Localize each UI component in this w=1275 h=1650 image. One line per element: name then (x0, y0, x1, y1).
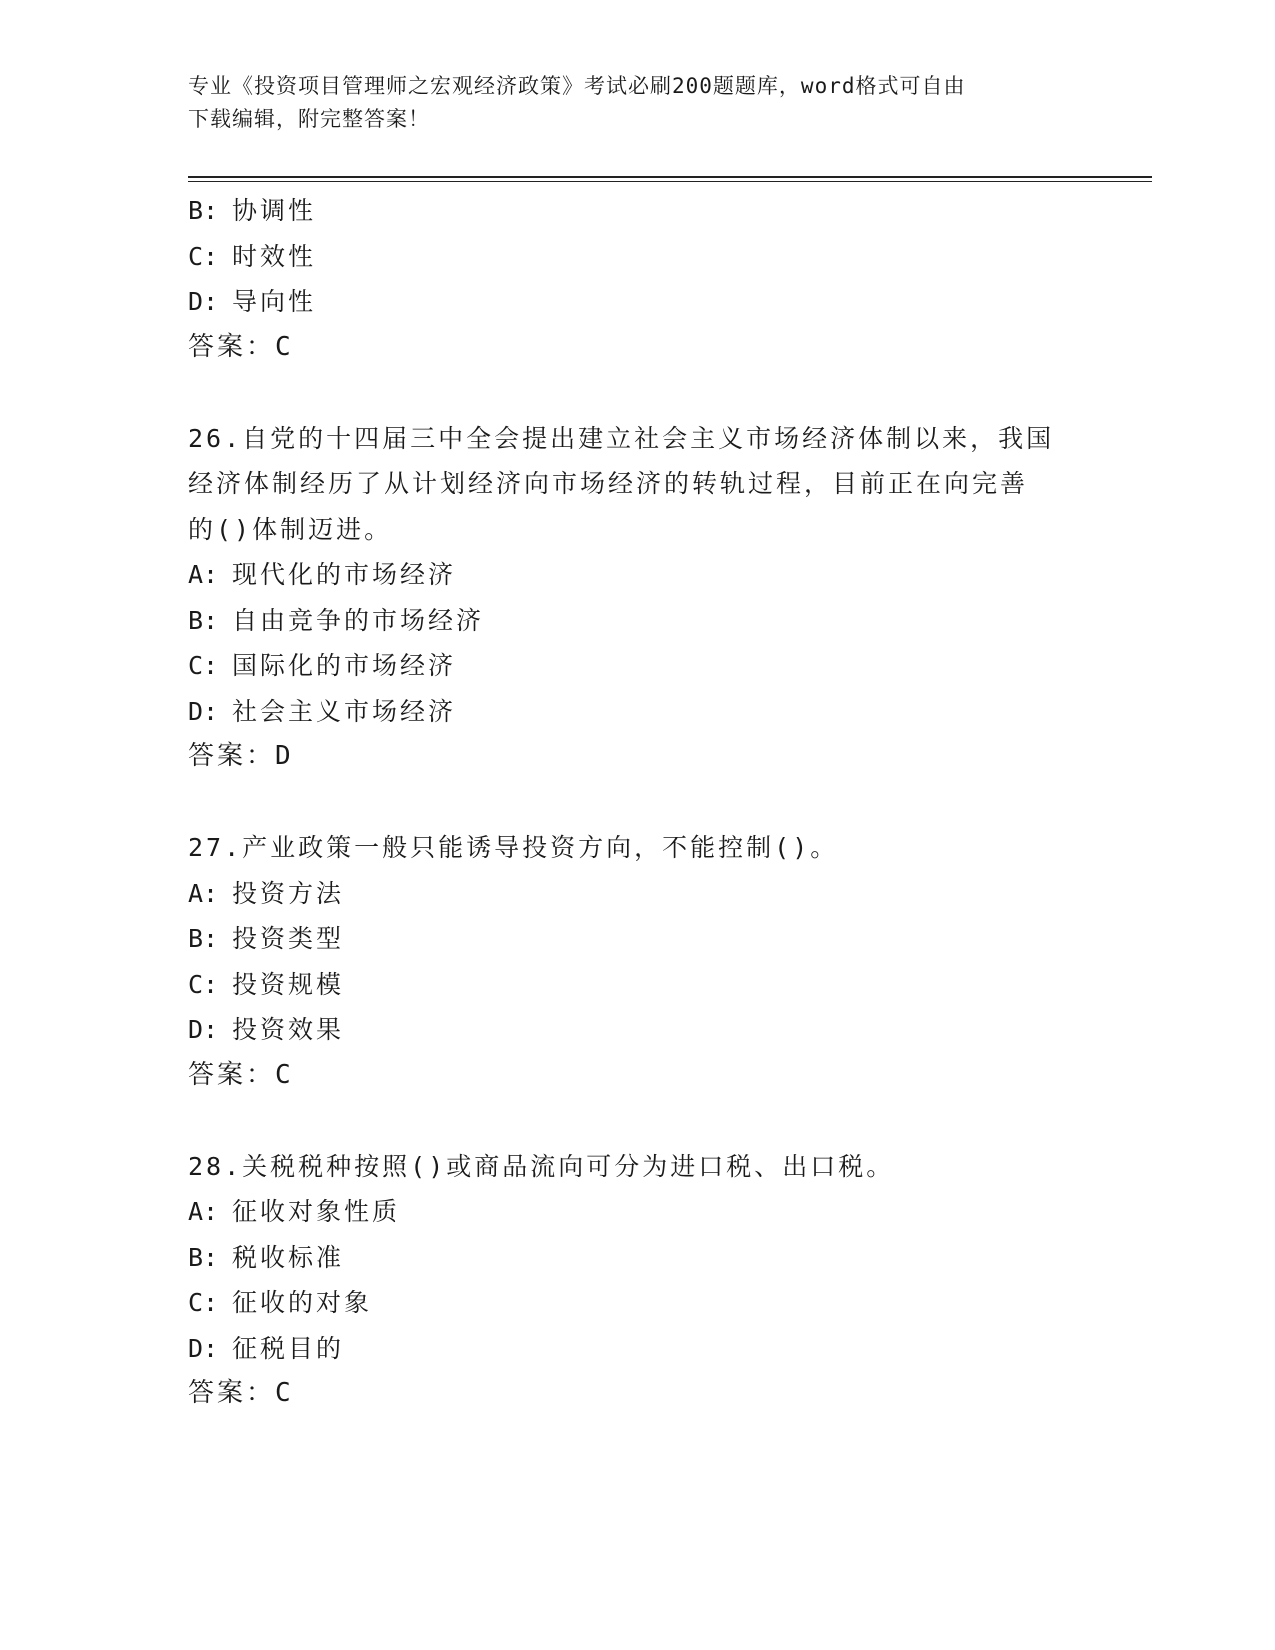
answer-line: 答案：C (188, 1059, 294, 1090)
question-27 (188, 825, 1088, 1098)
partial-question (188, 188, 1088, 370)
option-a: A: 投资方法 (188, 878, 345, 908)
header-rule-thin (188, 181, 1152, 182)
option-d: D: 征税目的 (188, 1333, 345, 1363)
option-d: D: 导向性 (188, 287, 317, 316)
answer-line: 答案：C (188, 331, 294, 362)
option-b: B: 自由竞争的市场经济 (188, 605, 485, 635)
document-header (188, 70, 1088, 136)
question-stem-line: 28.关税税种按照()或商品流向可分为进口税、出口税。 (188, 1151, 895, 1181)
option-b: B: 税收标准 (188, 1242, 345, 1272)
option-a: A: 现代化的市场经济 (188, 560, 457, 589)
question-stem-line: 26.自党的十四届三中全会提出建立社会主义市场经济体制以来，我国 (188, 423, 1055, 453)
option-b: B: 协调性 (188, 196, 317, 225)
option-c: C: 时效性 (188, 241, 317, 271)
option-d: D: 投资效果 (188, 1015, 345, 1044)
header-rule-thick (188, 176, 1152, 178)
question-26 (188, 416, 1088, 780)
header-line-2: 下载编辑，附完整答案！ (188, 107, 430, 131)
answer-line: 答案：C (188, 1378, 294, 1408)
question-28 (188, 1144, 1088, 1417)
answer-line: 答案：D (188, 741, 294, 771)
question-content (188, 188, 1088, 1417)
question-stem-line: 的()体制迈进。 (188, 514, 393, 544)
header-line-1: 专业《投资项目管理师之宏观经济政策》考试必刷200题题库，word格式可自由 (188, 74, 966, 98)
option-c: C: 征收的对象 (188, 1288, 373, 1317)
option-b: B: 投资类型 (188, 924, 345, 953)
option-a: A: 征收对象性质 (188, 1197, 401, 1226)
option-d: D: 社会主义市场经济 (188, 696, 457, 726)
option-c: C: 国际化的市场经济 (188, 651, 457, 680)
question-stem-line: 27.产业政策一般只能诱导投资方向，不能控制()。 (188, 833, 839, 862)
question-stem-line: 经济体制经历了从计划经济向市场经济的转轨过程，目前正在向完善 (188, 469, 1029, 498)
option-c: C: 投资规模 (188, 969, 345, 999)
